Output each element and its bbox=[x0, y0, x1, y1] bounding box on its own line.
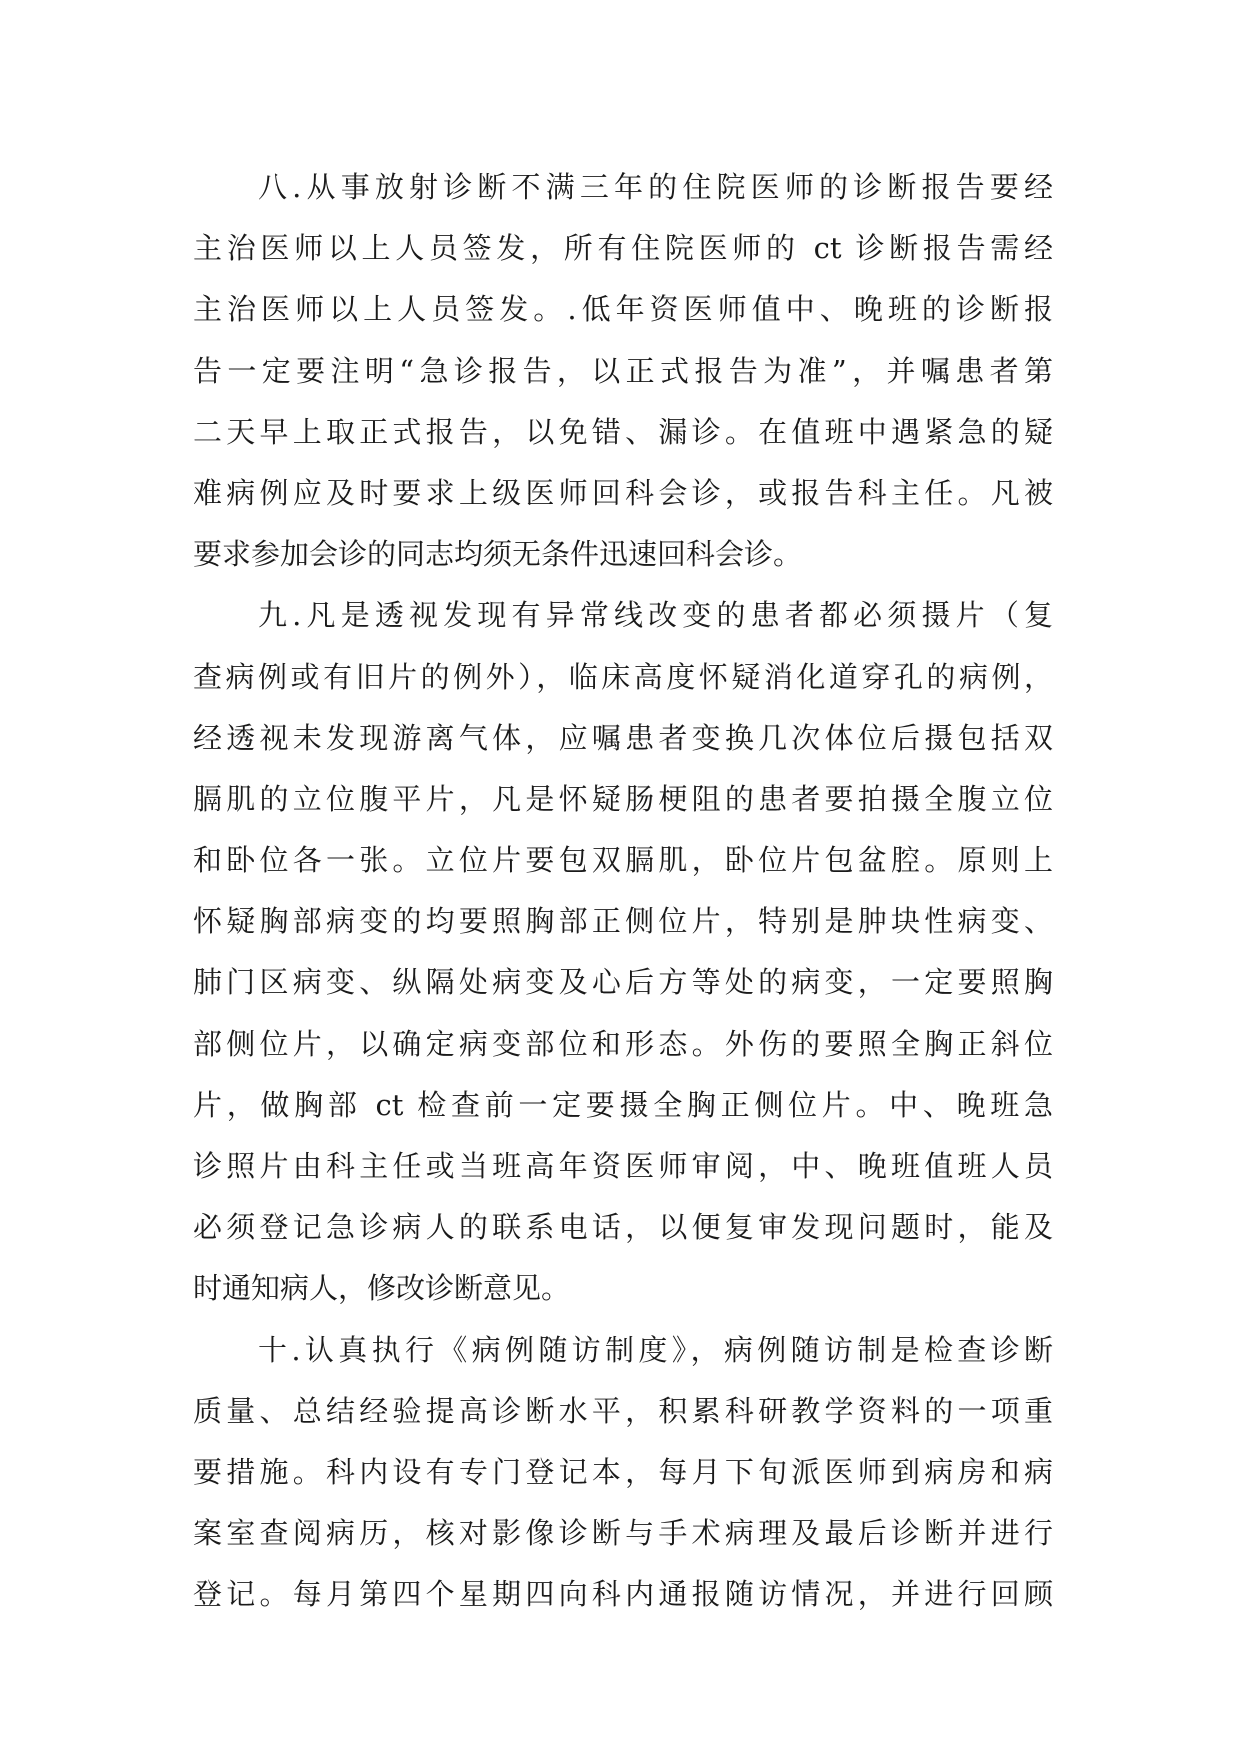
text-line: 八.从事放射诊断不满三年的住院医师的诊断报告要经 bbox=[258, 170, 1053, 204]
text-line: 时通知病人，修改诊断意见。 bbox=[193, 1271, 571, 1306]
text-line: 主治医师以上人员签发，所有住院医师的 ct 诊断报告需经 bbox=[193, 231, 1053, 266]
text-line: 和卧位各一张。立位片要包双膈肌，卧位片包盆腔。原则上 bbox=[193, 843, 1053, 878]
text-line: 九.凡是透视发现有异常线改变的患者都必须摄片（复 bbox=[258, 598, 1053, 633]
paragraph-8 bbox=[193, 157, 1053, 585]
text-line: 必须登记急诊病人的联系电话，以便复审发现问题时，能及 bbox=[193, 1210, 1053, 1245]
text-line: 查病例或有旧片的例外），临床高度怀疑消化道穿孔的病例， bbox=[193, 659, 1053, 694]
text-line: 经透视未发现游离气体，应嘱患者变换几次体位后摄包括双 bbox=[193, 720, 1053, 755]
text-line: 告一定要注明“急诊报告，以正式报告为准”，并嘱患者第 bbox=[193, 353, 1053, 388]
paragraph-10 bbox=[193, 1320, 1053, 1626]
text-line: 二天早上取正式报告，以免错、漏诊。在值班中遇紧急的疑 bbox=[193, 414, 1053, 449]
text-line: 要措施。科内设有专门登记本，每月下旬派医师到病房和病 bbox=[193, 1454, 1053, 1489]
text-line: 肺门区病变、纵隔处病变及心后方等处的病变，一定要照胸 bbox=[193, 965, 1053, 1000]
text-line: 案室查阅病历，核对影像诊断与手术病理及最后诊断并进行 bbox=[193, 1516, 1053, 1551]
paragraph-9 bbox=[193, 585, 1053, 1319]
text-line: 登记。每月第四个星期四向科内通报随访情况，并进行回顾 bbox=[193, 1577, 1053, 1612]
text-line: 质量、总结经验提高诊断水平，积累科研教学资料的一项重 bbox=[193, 1393, 1053, 1428]
text-line: 片，做胸部 ct 检查前一定要摄全胸正侧位片。中、晚班急 bbox=[193, 1087, 1053, 1122]
document-body bbox=[193, 157, 1053, 1626]
text-line: 要求参加会诊的同志均须无条件迅速回科会诊。 bbox=[193, 537, 803, 572]
text-line: 怀疑胸部病变的均要照胸部正侧位片，特别是肿块性病变、 bbox=[193, 904, 1053, 939]
text-line: 部侧位片，以确定病变部位和形态。外伤的要照全胸正斜位 bbox=[193, 1026, 1053, 1061]
text-line: 膈肌的立位腹平片，凡是怀疑肠梗阻的患者要拍摄全腹立位 bbox=[193, 781, 1053, 816]
text-line: 难病例应及时要求上级医师回科会诊，或报告科主任。凡被 bbox=[193, 475, 1053, 510]
text-line: 诊照片由科主任或当班高年资医师审阅，中、晚班值班人员 bbox=[193, 1149, 1053, 1183]
text-line: 十.认真执行《病例随访制度》，病例随访制是检查诊断 bbox=[258, 1332, 1053, 1367]
text-line: 主治医师以上人员签发。.低年资医师值中、晚班的诊断报 bbox=[193, 292, 1053, 327]
